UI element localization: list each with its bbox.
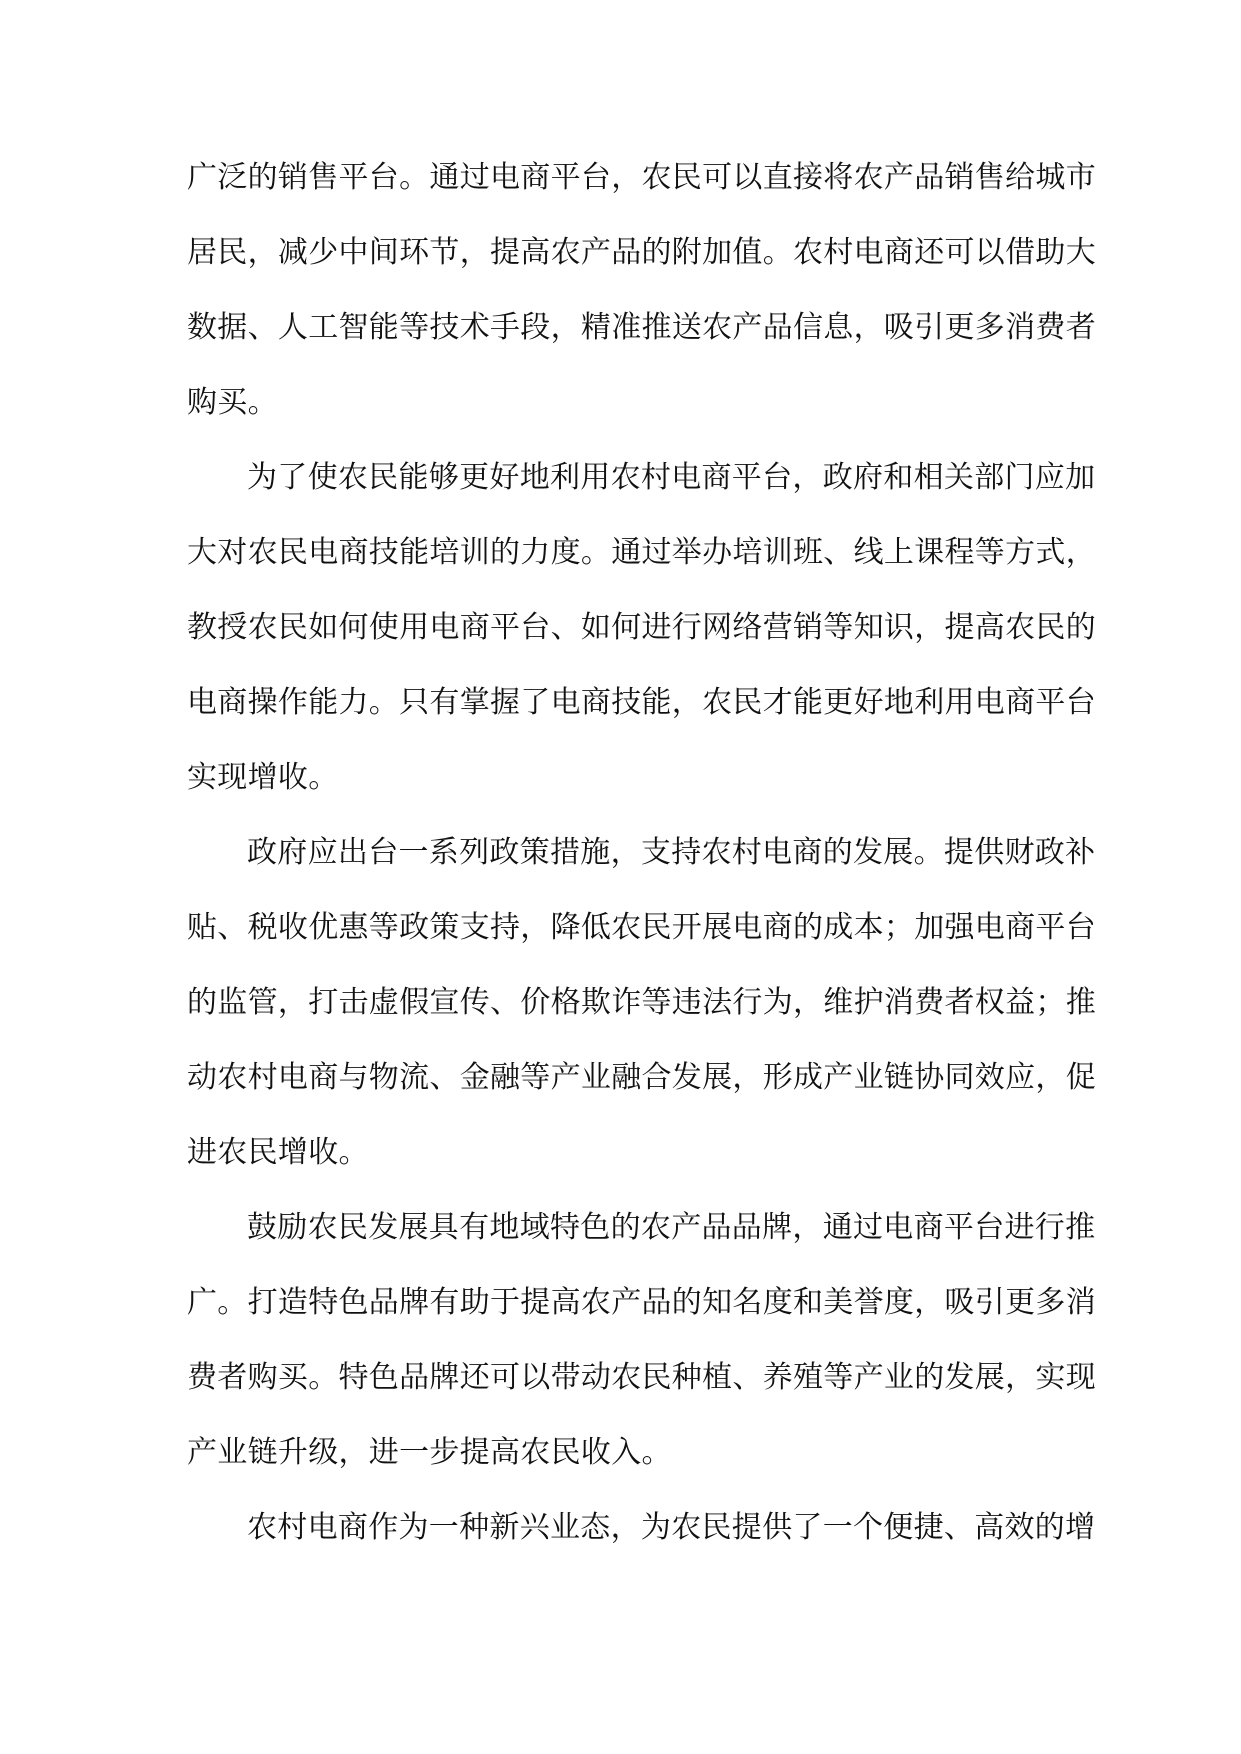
text-line: 电商操作能力。只有掌握了电商技能，农民才能更好地利用电商平台 (187, 685, 1096, 720)
paragraph-first-line: 政府应出台一系列政策措施，支持农村电商的发展。提供财政补 (247, 835, 1096, 870)
paragraph-first-line: 鼓励农民发展具有地域特色的农产品品牌，通过电商平台进行推 (247, 1210, 1096, 1245)
text-line: 贴、税收优惠等政策支持，降低农民开展电商的成本；加强电商平台 (187, 910, 1096, 945)
text-line: 的监管，打击虚假宣传、价格欺诈等违法行为，维护消费者权益；推 (187, 985, 1096, 1020)
text-line: 费者购买。特色品牌还可以带动农民种植、养殖等产业的发展，实现 (187, 1360, 1096, 1395)
text-line: 教授农民如何使用电商平台、如何进行网络营销等知识，提高农民的 (187, 610, 1096, 645)
text-line: 广泛的销售平台。通过电商平台，农民可以直接将农产品销售给城市 (187, 160, 1096, 195)
paragraph-first-line: 为了使农民能够更好地利用农村电商平台，政府和相关部门应加 (247, 460, 1096, 495)
body-text (187, 140, 1096, 1565)
text-line: 大对农民电商技能培训的力度。通过举办培训班、线上课程等方式， (187, 535, 1096, 570)
text-line: 动农村电商与物流、金融等产业融合发展，形成产业链协同效应，促 (187, 1060, 1096, 1095)
text-line: 广。打造特色品牌有助于提高农产品的知名度和美誉度，吸引更多消 (187, 1285, 1096, 1320)
text-line: 进农民增收。 (187, 1135, 369, 1170)
text-line: 实现增收。 (187, 760, 339, 795)
text-line: 购买。 (187, 385, 278, 420)
text-line: 居民，减少中间环节，提高农产品的附加值。农村电商还可以借助大 (187, 235, 1096, 270)
paragraph-first-line: 农村电商作为一种新兴业态，为农民提供了一个便捷、高效的增 (247, 1510, 1096, 1545)
text-line: 产业链升级，进一步提高农民收入。 (187, 1435, 672, 1470)
text-line: 数据、人工智能等技术手段，精准推送农产品信息，吸引更多消费者 (187, 310, 1096, 345)
